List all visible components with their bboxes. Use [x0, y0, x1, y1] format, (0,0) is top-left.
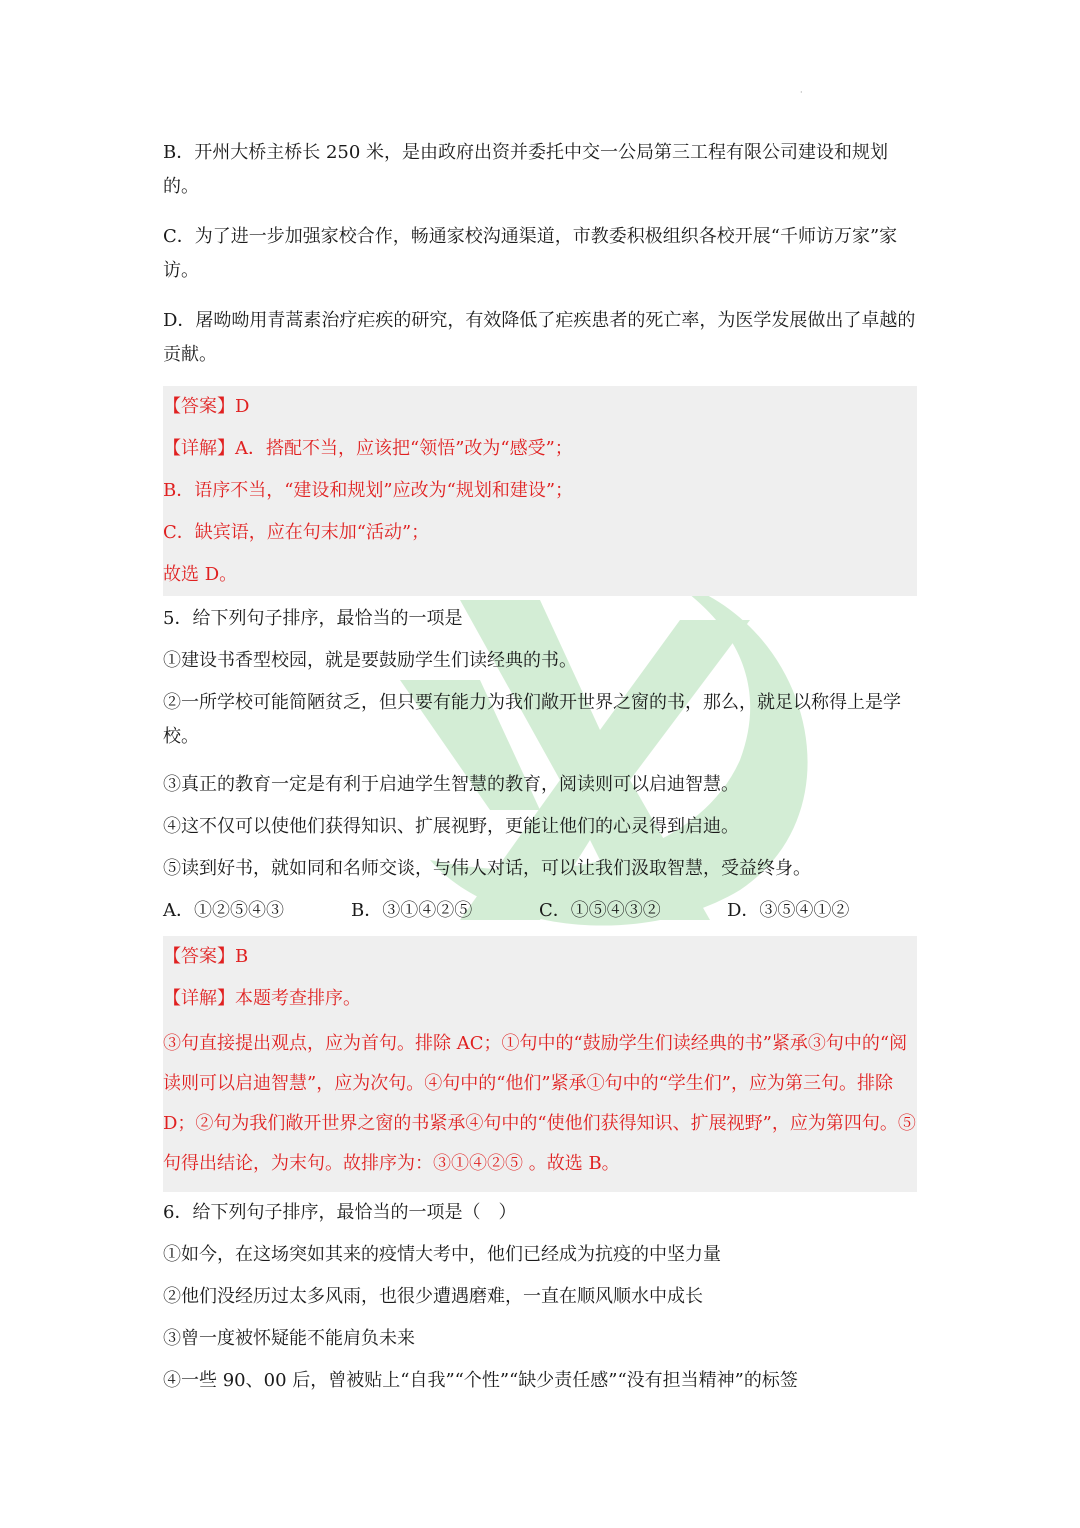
q6-sentence-1: ①如今，在这场突如其来的疫情大考中，他们已经成为抗疫的中坚力量 [163, 1244, 721, 1265]
question-5 [163, 602, 917, 928]
q5-stem: 5．给下列句子排序，最恰当的一项是 [163, 608, 463, 629]
q5-choice-c: C．①⑤④③② [539, 900, 661, 921]
q5-choice-b: B．③①④②⑤ [351, 900, 473, 921]
q5-choice-d: D．③⑤④①② [727, 900, 850, 921]
q4-conclusion: 故选 D。 [163, 564, 238, 585]
q4-answer-block [163, 386, 917, 596]
q5-sentence-4: ④这不仅可以使他们获得知识、扩展视野，更能让他们的心灵得到启迪。 [163, 816, 739, 837]
q5-detail: 【详解】本题考查排序。 [163, 988, 361, 1009]
q4-option-c: C．为了进一步加强家校合作，畅通家校沟通渠道，市教委积极组织各校开展“千师访万家”家访。 [163, 226, 898, 281]
q4-answer: 【答案】D [163, 396, 250, 417]
q4-option-b: B．开州大桥主桥长 250 米，是由政府出资并委托中交一公局第三工程有限公司建设和规划的。 [163, 142, 889, 197]
q4-option-d: D．屠呦呦用青蒿素治疗疟疾的研究，有效降低了疟疾患者的死亡率，为医学发展做出了卓越的贡献。 [163, 310, 916, 365]
q4-detail-c: C．缺宾语，应在句末加“活动”； [163, 522, 430, 543]
question-6 [163, 1196, 917, 1398]
q6-sentence-2: ②他们没经历过太多风雨，也很少遭遇磨难，一直在顺风顺水中成长 [163, 1286, 703, 1307]
q5-sentence-1: ①建设书香型校园，就是要鼓励学生们读经典的书。 [163, 650, 577, 671]
q5-analysis: ③句直接提出观点，应为首句。排除 AC；①句中的“鼓励学生们读经典的书”紧承③句中的“阅读则可以启迪智慧”，应为次句。④句中的“他们”紧承①句中的“学生们”，应为第三句。排除 D；②句为我们敞开世界之窗的书紧承④句中的“使他们获得知识、扩展视野”，应为第四句。⑤句得出结论，为末句。故排序为：③①④②⑤ 。故选 B。 [163, 1033, 916, 1174]
corner-mark: · [800, 88, 803, 97]
q6-sentence-4: ④一些 90、00 后，曾被贴上“自我”“个性”“缺少责任感”“没有担当精神”的标签 [163, 1370, 798, 1391]
q6-stem: 6．给下列句子排序，最恰当的一项是（ ） [163, 1202, 517, 1223]
q5-answer-block [163, 936, 917, 1192]
q5-answer: 【答案】B [163, 946, 249, 967]
q6-sentence-3: ③曾一度被怀疑能不能肩负未来 [163, 1328, 415, 1349]
q5-sentence-2: ②一所学校可能简陋贫乏，但只要有能力为我们敞开世界之窗的书，那么，就足以称得上是学校。 [163, 692, 901, 747]
q4-detail-b: B．语序不当，“建设和规划”应改为“规划和建设”； [163, 480, 574, 501]
q5-sentence-3: ③真正的教育一定是有利于启迪学生智慧的教育，阅读则可以启迪智慧。 [163, 774, 739, 795]
q5-sentence-5: ⑤读到好书，就如同和名师交谈，与伟人对话，可以让我们汲取智慧，受益终身。 [163, 858, 811, 879]
q4-detail: 【详解】A．搭配不当，应该把“领悟”改为“感受”； [163, 438, 573, 459]
q4-options [163, 136, 917, 372]
q5-choices [163, 894, 917, 928]
q5-choice-a: A．①②⑤④③ [163, 900, 284, 921]
